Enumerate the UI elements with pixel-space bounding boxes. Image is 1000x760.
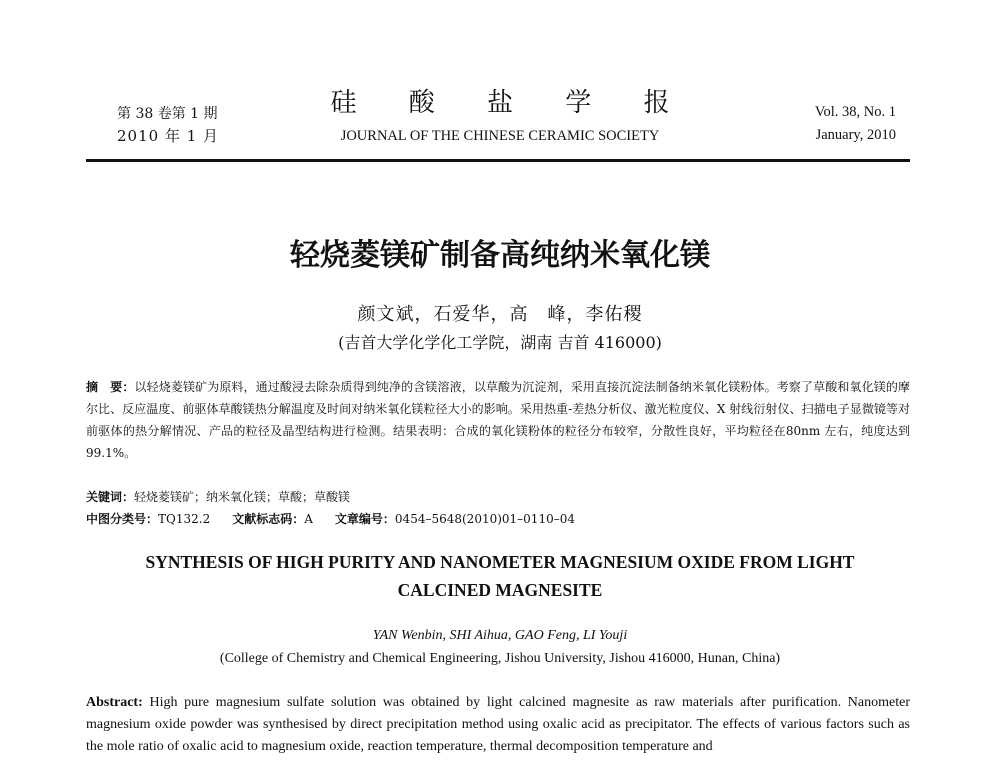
doc-code-label: 文献标志码： (232, 512, 305, 526)
article-no-value: 0454–5648(2010)01–0110–04 (394, 512, 575, 526)
authors-cn: 颜文斌，石爱华，高 峰，李佑稷 (357, 304, 643, 325)
article-title-en-text: SYNTHESIS OF HIGH PURITY AND NANOMETER MAGNESIUM OXIDE FROM LIGHT CALCINED MAGNESITE (145, 552, 855, 600)
volume-cn: 第 38 卷第 1 期 (117, 106, 218, 122)
abstract-en-label: Abstract: (86, 695, 143, 710)
article-no-label: 文章编号： (334, 512, 395, 526)
journal-title-cn: 硅 酸 盐 学 报 (330, 88, 692, 118)
authors-en: YAN Wenbin, SHI Aihua, GAO Feng, LI Youji (372, 628, 628, 643)
date-en: January, 2010 (815, 127, 896, 143)
keywords-cn-label: 关键词： (86, 490, 135, 504)
abstract-cn-label: 摘 要： (86, 380, 135, 394)
classification-line (86, 510, 575, 527)
article-title-en (0, 548, 1000, 604)
abstract-en (86, 692, 910, 758)
volume-en: Vol. 38, No. 1 (814, 104, 896, 120)
abstract-cn-text: 以轻烧菱镁矿为原料，通过酸浸去除杂质得到纯净的含镁溶液，以草酸为沉淀剂，采用直接沉淀法制备纳米氧化镁粉体。考察了草酸和氧化镁的摩尔比、反应温度、前驱体草酸镁热分解温度及时间对纳米氧化镁粒径大小的影响。采用热重-差热分析仪、激光粒度仪、X 射线衍射仪、扫描电子显微镜等对前驱体的热分解情况、产品的粒径及晶型结构进行检测。结果表明：合成的氧化镁粉体的粒径分布较窄，分散性良好，平均粒径在80nm 左右，纯度达到 99.1%。 (86, 380, 910, 460)
class-label: 中图分类号： (86, 512, 159, 526)
journal-title-en: JOURNAL OF THE CHINESE CERAMIC SOCIETY (340, 128, 660, 144)
affiliation-en: (College of Chemistry and Chemical Engineering, Jishou University, Jishou 416000, Hunan, China) (219, 651, 781, 666)
doc-code-value: A (304, 512, 313, 526)
abstract-en-text: High pure magnesium sulfate solution was obtained by light calcined magnesite as raw materials after purification. Nanometer magnesium oxide powder was synthesised by direct precipitation method using oxalic acid as precipitator. The effects of various factors such as the mole ratio of oxalic acid to magnesium oxide, reaction temperature, thermal decomposition temperature and (86, 695, 911, 754)
keywords-cn-text: 轻烧菱镁矿；纳米氧化镁；草酸；草酸镁 (134, 490, 351, 504)
article-title-cn: 轻烧菱镁矿制备高纯纳米氧化镁 (290, 238, 710, 273)
keywords-cn (86, 488, 350, 505)
date-cn: 2010 年 1 月 (117, 127, 220, 145)
header-rule (86, 159, 910, 162)
affiliation-cn: (吉首大学化学化工学院，湖南 吉首 416000) (338, 333, 662, 352)
abstract-cn (86, 376, 910, 464)
class-value: TQ132.2 (158, 512, 211, 526)
